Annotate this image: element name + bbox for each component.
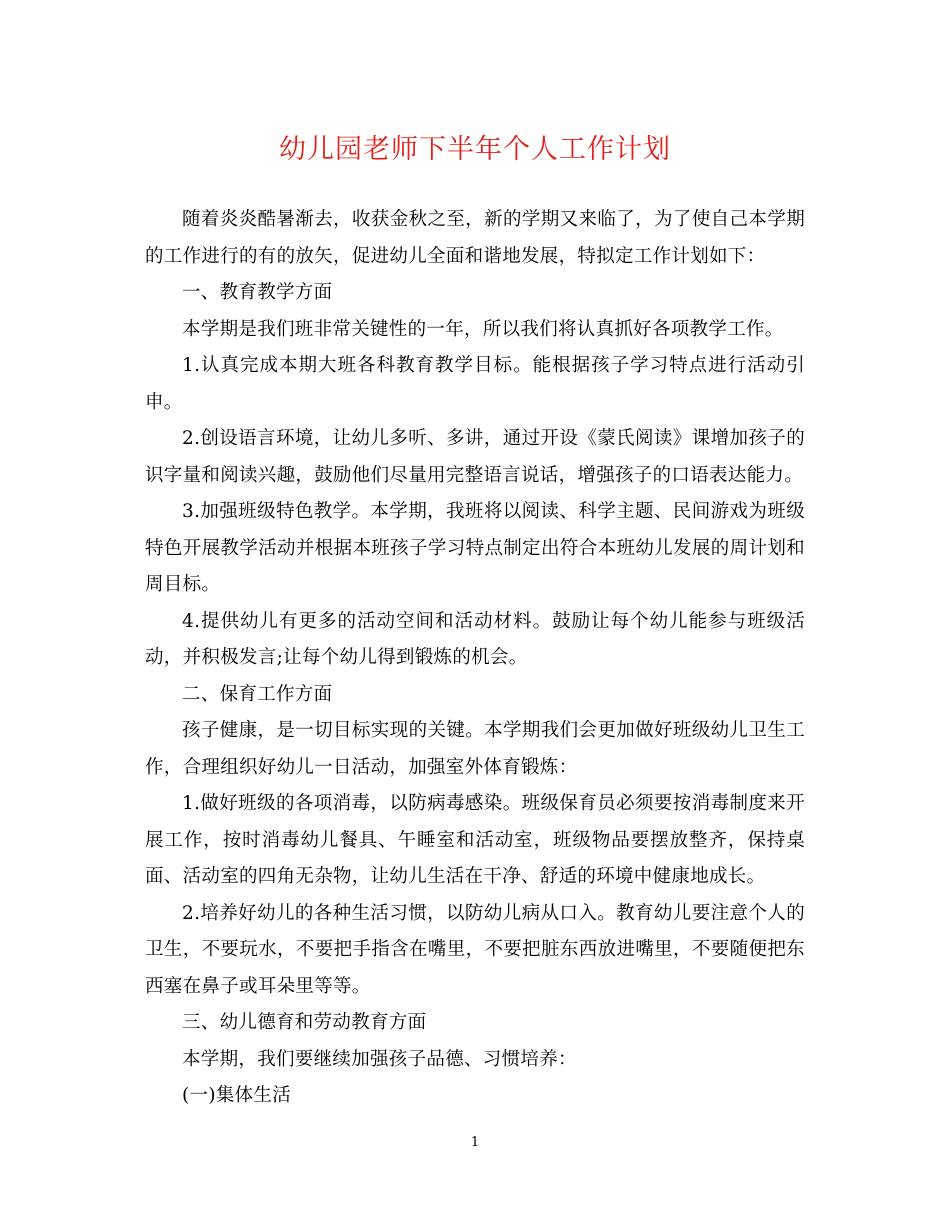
section-heading-moral: 三、幼儿德育和劳动教育方面 [182,1012,427,1033]
page-number: 1 [470,1135,480,1150]
section-heading-care: 二、保育工作方面 [182,683,333,705]
paragraph-intro: 随着炎炎酷暑渐去，收获金秋之至，新的学期又来临了，为了使自己本学期的工作进行的有的放矢，促进幼儿全面和谐地发展，特拟定工作计划如下： [145,209,805,267]
list-item: 1.认真完成本期大班各科教育教学目标。能根据孩子学习特点进行活动引申。 [145,355,805,413]
sub-heading-collective-life: (一)集体生活 [182,1085,292,1106]
list-item: 3.加强班级特色教学。本学期，我班将以阅读、科学主题、民间游戏为班级特色开展教学活动并根据本班孩子学习特点制定出符合本班幼儿发展的周计划和周目标。 [145,501,805,595]
section-heading-teaching: 一、教育教学方面 [182,282,333,303]
paragraph: 本学期是我们班非常关键性的一年，所以我们将认真抓好各项教学工作。 [182,318,784,340]
list-item: 2.创设语言环境，让幼儿多听、多讲，通过开设《蒙氏阅读》课增加孩子的识字量和阅读兴趣，鼓励他们尽量用完整语言说话，增强孩子的口语表达能力。 [145,428,805,486]
document-title: 幼儿园老师下半年个人工作计划 [279,134,671,165]
list-item: 4.提供幼儿有更多的活动空间和活动材料。鼓励让每个幼儿能参与班级活动，并积极发言;让每个幼儿得到锻炼的机会。 [145,610,805,668]
document-body [145,202,805,1115]
list-item: 1.做好班级的各项消毒，以防病毒感染。班级保育员必须要按消毒制度来开展工作，按时消毒幼儿餐具、午睡室和活动室，班级物品要摆放整齐，保持桌面、活动室的四角无杂物，让幼儿生活在干净、舒适的环境中健康地成长。 [145,793,805,887]
paragraph: 孩子健康，是一切目标实现的关键。本学期我们会更加做好班级幼儿卫生工作，合理组织好幼儿一日活动，加强室外体育锻炼： [145,720,805,778]
paragraph: 本学期，我们要继续加强孩子品德、习惯培养： [182,1048,577,1070]
list-item: 2.培养好幼儿的各种生活习惯，以防幼儿病从口入。教育幼儿要注意个人的卫生，不要玩水，不要把手指含在嘴里，不要把脏东西放进嘴里，不要随便把东西塞在鼻子或耳朵里等等。 [145,902,805,997]
